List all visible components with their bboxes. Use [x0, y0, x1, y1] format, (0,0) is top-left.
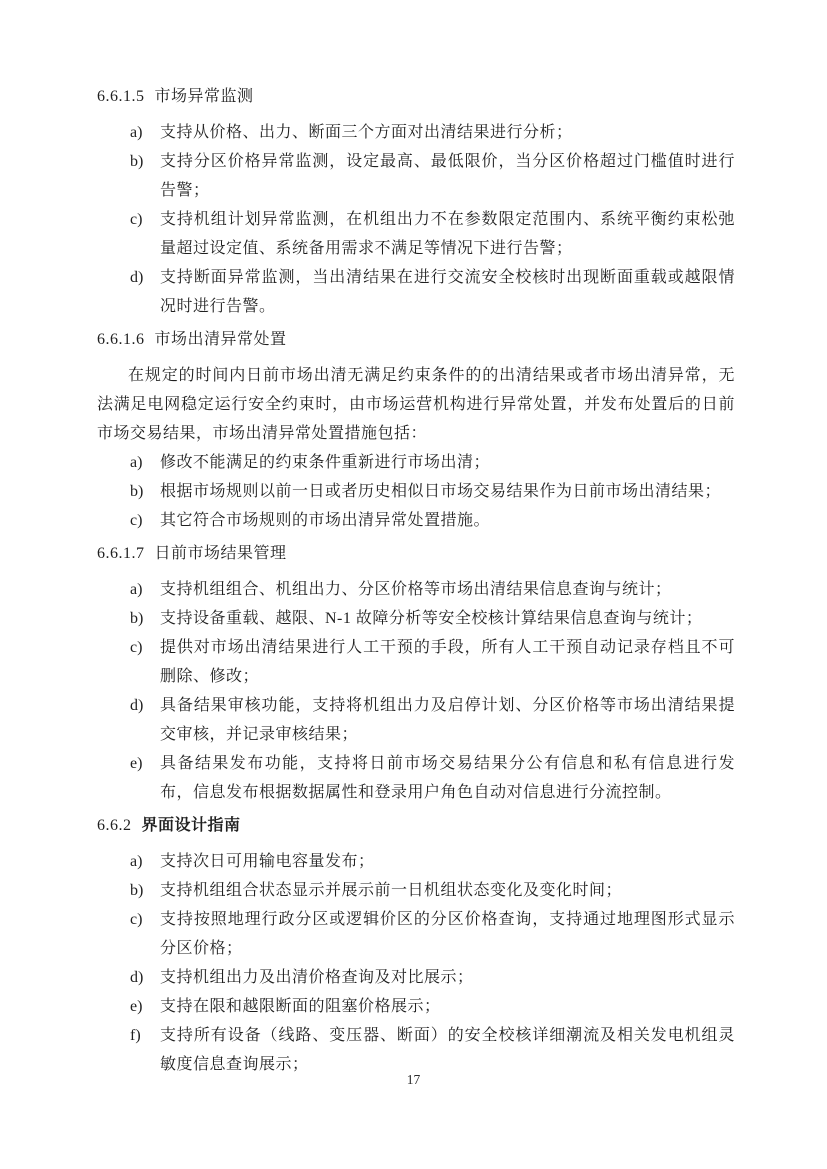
- item-text: 支持所有设备（线路、变压器、断面）的安全校核详细潮流及相关发电机组灵敏度信息查询展示；: [160, 1027, 735, 1073]
- item-marker: c): [130, 512, 143, 529]
- item-marker: e): [130, 755, 143, 772]
- item-text: 支持分区价格异常监测，设定最高、最低限价，当分区价格超过门槛值时进行告警；: [160, 153, 735, 199]
- list-item: [97, 147, 735, 205]
- item-marker: d): [130, 969, 144, 986]
- item-marker: a): [130, 454, 143, 471]
- list-item: [97, 448, 735, 477]
- item-text: 支持机组计划异常监测，在机组出力不在参数限定范围内、系统平衡约束松弛量超过设定值、系统备用需求不满足等情况下进行告警；: [160, 211, 735, 257]
- item-text: 支持次日可用输电容量发布；: [160, 853, 375, 870]
- item-text: 支持从价格、出力、断面三个方面对出清结果进行分析；: [160, 124, 573, 141]
- item-text: 支持机组组合、机组出力、分区价格等市场出清结果信息查询与统计；: [160, 581, 672, 598]
- item-marker: c): [130, 639, 143, 656]
- item-text: 其它符合市场规则的市场出清异常处置措施。: [160, 512, 491, 529]
- section-clearing-exception-handling: [97, 329, 735, 535]
- intro-paragraph: 在规定的时间内日前市场出清无满足约束条件的的出清结果或者市场出清异常，无法满足电网稳定运行安全约束时，由市场运营机构进行异常处置，并发布处置后的日前市场交易结果，市场出清异常处置措施包括：: [97, 367, 735, 442]
- list-item: [97, 749, 735, 807]
- item-marker: d): [130, 697, 144, 714]
- item-text: 具备结果审核功能，支持将机组出力及启停计划、分区价格等市场出清结果提交审核，并记录审核结果；: [160, 697, 735, 743]
- list-item: [97, 205, 735, 263]
- item-text: 根据市场规则以前一日或者历史相似日市场交易结果作为日前市场出清结果；: [160, 483, 722, 500]
- item-list: [97, 118, 735, 321]
- item-marker: c): [130, 211, 143, 228]
- list-item: [97, 691, 735, 749]
- section-ui-design-guide: [97, 815, 735, 1079]
- item-list: [97, 847, 735, 1079]
- list-item: [97, 506, 735, 535]
- item-marker: b): [130, 882, 144, 899]
- item-text: 支持按照地理行政分区或逻辑价区的分区价格查询，支持通过地理图形式显示分区价格；: [160, 911, 735, 957]
- list-item: [97, 1021, 735, 1079]
- list-item: [97, 604, 735, 633]
- list-item: [97, 477, 735, 506]
- list-item: [97, 118, 735, 147]
- section-heading: [97, 543, 735, 565]
- list-item: [97, 575, 735, 604]
- section-title: 界面设计指南: [141, 817, 241, 834]
- item-marker: b): [130, 153, 144, 170]
- item-list: [97, 448, 735, 535]
- section-number: 6.6.1.7: [97, 545, 145, 562]
- item-marker: b): [130, 610, 144, 627]
- item-text: 修改不能满足的约束条件重新进行市场出清；: [160, 454, 491, 471]
- list-item: [97, 876, 735, 905]
- section-title: 市场异常监测: [154, 88, 254, 105]
- item-marker: e): [130, 998, 143, 1015]
- item-marker: b): [130, 483, 144, 500]
- section-number: 6.6.2: [97, 817, 132, 834]
- section-heading: [97, 329, 735, 351]
- section-dayahead-result-management: [97, 543, 735, 807]
- section-title: 市场出清异常处置: [154, 331, 287, 348]
- item-marker: a): [130, 124, 143, 141]
- item-marker: a): [130, 853, 143, 870]
- list-item: [97, 633, 735, 691]
- item-marker: c): [130, 911, 143, 928]
- item-text: 具备结果发布功能，支持将日前市场交易结果分公有信息和私有信息进行发布，信息发布根据数据属性和登录用户角色自动对信息进行分流控制。: [160, 755, 735, 801]
- item-text: 提供对市场出清结果进行人工干预的手段，所有人工干预自动记录存档且不可删除、修改；: [160, 639, 735, 685]
- item-text: 支持设备重载、越限、N-1 故障分析等安全校核计算结果信息查询与统计；: [160, 610, 703, 627]
- item-marker: d): [130, 269, 144, 286]
- section-heading: [97, 86, 735, 108]
- section-number: 6.6.1.5: [97, 88, 145, 105]
- item-text: 支持在限和越限断面的阻塞价格展示；: [160, 998, 441, 1015]
- page-number: 17: [406, 1072, 421, 1087]
- item-text: 支持机组出力及出清价格查询及对比展示；: [160, 969, 474, 986]
- list-item: [97, 963, 735, 992]
- section-market-anomaly-monitoring: [97, 86, 735, 321]
- section-title: 日前市场结果管理: [154, 545, 287, 562]
- list-item: [97, 847, 735, 876]
- item-list: [97, 575, 735, 807]
- item-marker: f): [130, 1027, 141, 1044]
- section-number: 6.6.1.6: [97, 331, 145, 348]
- list-item: [97, 905, 735, 963]
- page-content: [97, 86, 735, 1079]
- item-text: 支持断面异常监测，当出清结果在进行交流安全校核时出现断面重载或越限情况时进行告警。: [160, 269, 735, 315]
- list-item: [97, 992, 735, 1021]
- item-marker: a): [130, 581, 143, 598]
- item-text: 支持机组组合状态显示并展示前一日机组状态变化及变化时间；: [160, 882, 623, 899]
- section-heading: [97, 815, 735, 837]
- list-item: [97, 263, 735, 321]
